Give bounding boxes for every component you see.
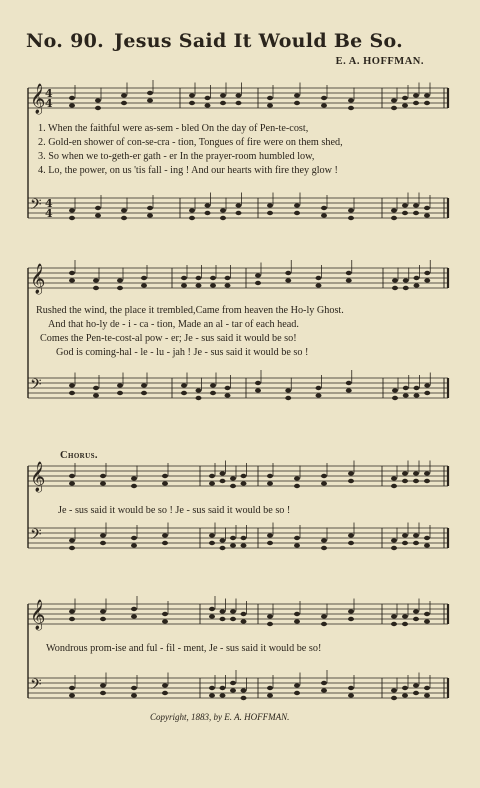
note-head (220, 101, 226, 105)
note-head (413, 203, 419, 207)
note-head (424, 686, 430, 690)
note-head (69, 278, 75, 282)
note-head (230, 617, 236, 621)
note-head (402, 211, 408, 215)
time-signature-bottom: 4 (45, 207, 53, 220)
note-head (255, 273, 261, 277)
verse-2-line-2: And that ho-ly de - i - ca - tion, Made an al - tar of each head. (48, 319, 299, 330)
bass-clef: 𝄢 (30, 196, 42, 217)
note-head (162, 683, 168, 687)
note-head (424, 206, 430, 210)
note-head (162, 481, 168, 485)
note-head (189, 101, 195, 105)
note-head (346, 381, 352, 385)
note-head (424, 101, 430, 105)
note-head (424, 536, 430, 540)
note-head (414, 393, 420, 397)
note-head (209, 686, 215, 690)
note-head (93, 386, 99, 390)
note-head (209, 614, 215, 618)
verse-1-line-2: Rushed the wind, the place it trembled,Came from heaven the Ho-ly Ghost. (36, 305, 344, 316)
note-head (205, 103, 211, 107)
note-head (131, 543, 137, 547)
note-head (348, 617, 354, 621)
note-head (402, 533, 408, 537)
note-head (230, 609, 236, 613)
note-head (424, 383, 430, 387)
note-head (424, 271, 430, 275)
note-head (69, 538, 75, 542)
note-head (348, 609, 354, 613)
note-head (294, 612, 300, 616)
note-head (267, 474, 273, 478)
note-head (402, 471, 408, 475)
note-head (402, 614, 408, 618)
note-head (392, 286, 398, 290)
note-head (294, 691, 300, 695)
note-head (69, 208, 75, 212)
note-head (294, 211, 300, 215)
note-head (220, 471, 226, 475)
note-head (93, 286, 99, 290)
note-head (220, 479, 226, 483)
note-head (210, 283, 216, 287)
note-head (413, 101, 419, 105)
note-head (181, 391, 187, 395)
note-head (402, 622, 408, 626)
note-head (285, 278, 291, 282)
treble-clef: 𝄞 (30, 462, 46, 492)
note-head (230, 681, 236, 685)
note-head (241, 481, 247, 485)
note-head (413, 471, 419, 475)
note-head (348, 533, 354, 537)
note-head (189, 93, 195, 97)
copyright-notice: Copyright, 1883, by E. A. HOFFMAN. (150, 712, 290, 722)
time-signature-top: 4 (45, 197, 53, 210)
note-head (220, 93, 226, 97)
bass-clef: 𝄢 (30, 676, 42, 697)
note-head (267, 211, 273, 215)
note-head (391, 538, 397, 542)
note-head (95, 98, 101, 102)
note-head (346, 278, 352, 282)
note-head (225, 276, 231, 280)
note-head (267, 693, 273, 697)
note-head (236, 101, 242, 105)
note-head (121, 216, 127, 220)
note-head (402, 693, 408, 697)
note-head (348, 208, 354, 212)
note-head (424, 471, 430, 475)
note-head (117, 391, 123, 395)
note-head (69, 271, 75, 275)
verse-3-line-2: Comes the Pen-te-cost-al pow - er; Je - sus said it would be so! (40, 333, 297, 344)
note-head (294, 101, 300, 105)
note-head (348, 693, 354, 697)
note-head (321, 538, 327, 542)
note-head (131, 484, 137, 488)
note-head (69, 617, 75, 621)
treble-clef: 𝄞 (30, 600, 46, 630)
note-head (391, 216, 397, 220)
verse-4-line-2: God is coming-hal - le - lu - jah ! Je - sus said it would be so ! (56, 347, 309, 358)
note-head (162, 691, 168, 695)
note-head (391, 106, 397, 110)
note-head (321, 481, 327, 485)
note-head (147, 91, 153, 95)
note-head (294, 203, 300, 207)
note-head (181, 383, 187, 387)
note-head (391, 696, 397, 700)
note-head (321, 546, 327, 550)
note-head (69, 686, 75, 690)
hymn-number: No. 90. (26, 30, 105, 52)
note-head (391, 614, 397, 618)
note-head (189, 216, 195, 220)
chorus-label: Chorus. (60, 450, 98, 461)
note-head (255, 281, 261, 285)
note-head (267, 614, 273, 618)
note-head (225, 283, 231, 287)
note-head (162, 619, 168, 623)
note-head (294, 543, 300, 547)
note-head (294, 536, 300, 540)
note-head (391, 688, 397, 692)
note-head (100, 609, 106, 613)
note-head (414, 386, 420, 390)
note-head (205, 203, 211, 207)
note-head (403, 393, 409, 397)
note-head (100, 474, 106, 478)
note-head (241, 688, 247, 692)
note-head (220, 208, 226, 212)
composer: E. A. HOFFMAN. (335, 56, 424, 67)
note-head (241, 536, 247, 540)
note-head (392, 388, 398, 392)
note-head (131, 614, 137, 618)
note-head (230, 688, 236, 692)
note-head (267, 203, 273, 207)
note-head (196, 276, 202, 280)
verse-4-line-1: 4. Lo, the power, on us 'tis fall - ing ! And our hearts with fire they glow ! (38, 165, 338, 176)
note-head (69, 546, 75, 550)
note-head (69, 103, 75, 107)
note-head (424, 543, 430, 547)
note-head (414, 276, 420, 280)
note-head (403, 286, 409, 290)
note-head (424, 278, 430, 282)
note-head (402, 541, 408, 545)
note-head (69, 609, 75, 613)
note-head (220, 538, 226, 542)
note-head (321, 96, 327, 100)
bass-clef: 𝄢 (30, 376, 42, 397)
note-head (210, 391, 216, 395)
note-head (230, 536, 236, 540)
note-head (346, 388, 352, 392)
note-head (131, 693, 137, 697)
note-head (413, 609, 419, 613)
verse-1-line-1: 1. When the faithful were as-sem - bled On the day of Pen-te-cost, (38, 123, 309, 134)
note-head (95, 106, 101, 110)
note-head (413, 211, 419, 215)
note-head (348, 106, 354, 110)
note-head (348, 686, 354, 690)
note-head (424, 479, 430, 483)
hymn-title: Jesus Said It Would Be So. (114, 30, 404, 52)
note-head (294, 93, 300, 97)
note-head (267, 541, 273, 545)
time-signature-bottom: 4 (45, 97, 53, 110)
note-head (321, 103, 327, 107)
note-head (220, 546, 226, 550)
note-head (321, 213, 327, 217)
note-head (294, 619, 300, 623)
note-head (162, 612, 168, 616)
note-head (294, 476, 300, 480)
note-head (321, 206, 327, 210)
note-head (424, 619, 430, 623)
note-head (196, 396, 202, 400)
note-head (392, 396, 398, 400)
verse-2-line-1: 2. Gold-en shower of con-se-cra - tion, Tongues of fire were on them shed, (38, 137, 343, 148)
note-head (230, 484, 236, 488)
note-head (267, 96, 273, 100)
note-head (220, 609, 226, 613)
note-head (69, 383, 75, 387)
note-head (147, 98, 153, 102)
note-head (69, 474, 75, 478)
note-head (321, 474, 327, 478)
note-head (424, 391, 430, 395)
note-head (413, 617, 419, 621)
note-head (205, 211, 211, 215)
note-head (131, 607, 137, 611)
note-head (141, 283, 147, 287)
note-head (93, 393, 99, 397)
note-head (131, 476, 137, 480)
note-head (255, 381, 261, 385)
note-head (121, 93, 127, 97)
note-head (210, 276, 216, 280)
note-head (95, 213, 101, 217)
note-head (141, 276, 147, 280)
note-head (316, 276, 322, 280)
note-head (241, 543, 247, 547)
note-head (267, 622, 273, 626)
note-head (413, 691, 419, 695)
note-head (225, 393, 231, 397)
note-head (69, 96, 75, 100)
note-head (210, 383, 216, 387)
verse-3-line-1: 3. So when we to-geth-er gath - er In the prayer-room humbled low, (38, 151, 315, 162)
note-head (196, 283, 202, 287)
note-head (69, 216, 75, 220)
note-head (413, 683, 419, 687)
note-head (241, 612, 247, 616)
note-head (69, 391, 75, 395)
note-head (348, 216, 354, 220)
note-head (285, 388, 291, 392)
note-head (162, 541, 168, 545)
note-head (141, 383, 147, 387)
note-head (267, 533, 273, 537)
note-head (391, 208, 397, 212)
note-head (209, 607, 215, 611)
treble-clef: 𝄞 (30, 84, 46, 114)
note-head (424, 693, 430, 697)
note-head (424, 93, 430, 97)
note-head (230, 476, 236, 480)
note-head (413, 93, 419, 97)
note-head (241, 696, 247, 700)
chorus-line-1: Je - sus said it would be so ! Je - sus said it would be so ! (58, 505, 291, 516)
note-head (321, 681, 327, 685)
note-head (321, 688, 327, 692)
note-head (348, 541, 354, 545)
note-head (285, 271, 291, 275)
note-head (121, 208, 127, 212)
note-head (348, 471, 354, 475)
note-head (391, 484, 397, 488)
note-head (413, 479, 419, 483)
note-head (391, 476, 397, 480)
note-head (100, 691, 106, 695)
note-head (181, 283, 187, 287)
note-head (392, 278, 398, 282)
note-head (209, 481, 215, 485)
note-head (117, 278, 123, 282)
note-head (316, 386, 322, 390)
note-head (147, 206, 153, 210)
note-head (95, 206, 101, 210)
note-head (391, 98, 397, 102)
note-head (403, 278, 409, 282)
note-head (424, 213, 430, 217)
note-head (220, 686, 226, 690)
note-head (236, 203, 242, 207)
note-head (100, 481, 106, 485)
note-head (321, 614, 327, 618)
note-head (225, 386, 231, 390)
note-head (121, 101, 127, 105)
note-head (141, 391, 147, 395)
note-head (93, 278, 99, 282)
note-head (209, 533, 215, 537)
note-head (162, 533, 168, 537)
note-head (402, 203, 408, 207)
note-head (117, 286, 123, 290)
note-head (241, 474, 247, 478)
note-head (402, 103, 408, 107)
note-head (391, 546, 397, 550)
note-head (209, 693, 215, 697)
note-head (316, 393, 322, 397)
note-head (294, 484, 300, 488)
note-head (267, 686, 273, 690)
note-head (131, 686, 137, 690)
note-head (413, 541, 419, 545)
note-head (196, 388, 202, 392)
note-head (220, 693, 226, 697)
note-head (189, 208, 195, 212)
note-head (100, 683, 106, 687)
note-head (220, 617, 226, 621)
chorus-line-2: Wondrous prom-ise and ful - fil - ment, Je - sus said it would be so! (46, 643, 322, 654)
note-head (255, 388, 261, 392)
note-head (131, 536, 137, 540)
note-head (209, 474, 215, 478)
note-head (267, 103, 273, 107)
note-head (285, 396, 291, 400)
note-head (414, 283, 420, 287)
note-head (402, 479, 408, 483)
note-head (117, 383, 123, 387)
note-head (162, 474, 168, 478)
time-signature-top: 4 (45, 87, 53, 100)
note-head (209, 541, 215, 545)
note-head (348, 98, 354, 102)
note-head (205, 96, 211, 100)
note-head (346, 271, 352, 275)
note-head (316, 283, 322, 287)
note-head (100, 617, 106, 621)
note-head (424, 612, 430, 616)
note-head (100, 533, 106, 537)
treble-clef: 𝄞 (30, 264, 46, 294)
note-head (100, 541, 106, 545)
note-head (267, 481, 273, 485)
note-head (241, 619, 247, 623)
note-head (181, 276, 187, 280)
note-head (230, 543, 236, 547)
note-head (294, 683, 300, 687)
note-head (413, 533, 419, 537)
note-head (391, 622, 397, 626)
note-head (402, 96, 408, 100)
note-head (348, 479, 354, 483)
note-head (236, 93, 242, 97)
note-head (321, 622, 327, 626)
note-head (69, 481, 75, 485)
note-head (69, 693, 75, 697)
note-head (147, 213, 153, 217)
bass-clef: 𝄢 (30, 526, 42, 547)
note-head (402, 686, 408, 690)
note-head (220, 216, 226, 220)
note-head (403, 386, 409, 390)
note-head (236, 211, 242, 215)
